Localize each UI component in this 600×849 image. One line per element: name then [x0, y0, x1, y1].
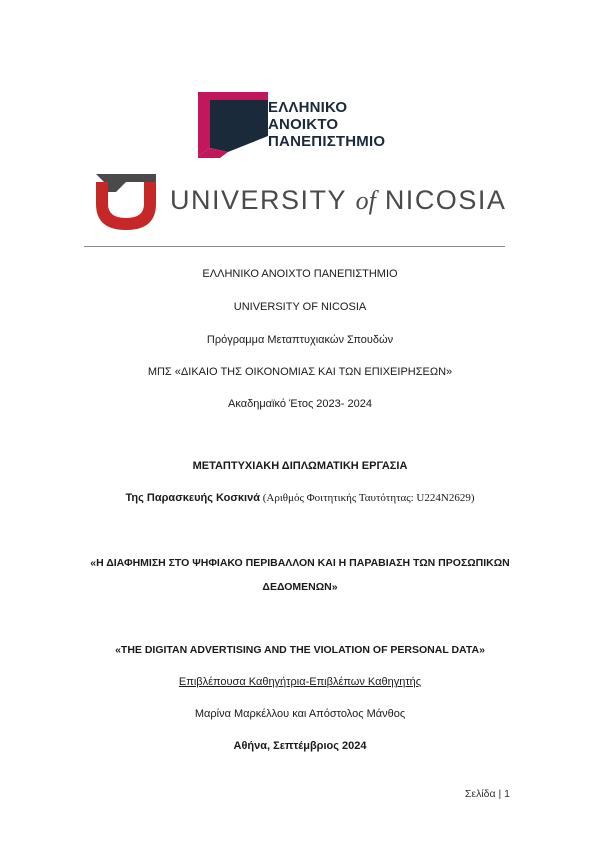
eap-logo-text: ΕΛΛΗΝΙΚΟ ΑΝΟΙΚΤΟ ΠΑΝΕΠΙΣΤΗΜΙΟ	[268, 99, 386, 150]
author-name: Της Παρασκευής Κοσκινά	[125, 492, 260, 504]
header-divider	[84, 246, 505, 247]
thesis-type: ΜΕΤΑΠΤΥΧΙΑΚΗ ΔΙΠΛΩΜΑΤΙΚΗ ΕΡΓΑΣΙΑ	[192, 460, 408, 472]
title-english: «THE DIGITAN ADVERTISING AND THE VIOLATION OF PERSONAL DATA»	[115, 644, 485, 656]
title-greek-line2: ΔΕΔΟΜΕΝΩΝ»	[262, 581, 338, 593]
supervisors-names: Μαρίνα Μαρκέλλου και Απόστολος Μάνθος	[194, 708, 406, 720]
author-id: (Αριθμός Φοιτητικής Ταυτότητας: U224N2629)	[259, 492, 475, 504]
unic-logo-mark	[96, 174, 156, 230]
supervisors-label: Επιβλέπουσα Καθηγήτρια-Επιβλέπων Καθηγητής	[178, 676, 422, 688]
unic-logo-text: UNIVERSITY of NICOSIA	[170, 185, 507, 215]
place-date: Αθήνα, Σεπτέμβριος 2024	[233, 740, 367, 752]
academic-year: Ακαδημαϊκό Έτος 2023- 2024	[228, 398, 372, 410]
page-number: Σελίδα | 1	[464, 788, 510, 800]
author-line	[40, 492, 560, 504]
mps-name: ΜΠΣ «ΔΙΚΑΙΟ ΤΗΣ ΟΙΚΟΝΟΜΙΑΣ ΚΑΙ ΤΩΝ ΕΠΙΧΕΙΡΗΣΕΩΝ»	[147, 366, 453, 378]
title-greek-line1: «Η ΔΙΑΦΗΜΙΣΗ ΣΤΟ ΨΗΦΙΑΚΟ ΠΕΡΙΒΑΛΛΟΝ ΚΑΙ Η ΠΑΡΑΒΙΑΣΗ ΤΩΝ ΠΡΟΣΩΠΙΚΩΝ	[90, 557, 510, 569]
institution-greek: ΕΛΛΗΝΙΚΟ ΑΝΟΙΧΤΟ ΠΑΝΕΠΙΣΤΗΜΙΟ	[202, 268, 398, 280]
institution-english: UNIVERSITY OF NICOSIA	[233, 301, 367, 313]
program-name: Πρόγραμμα Μεταπτυχιακών Σπουδών	[206, 334, 394, 346]
